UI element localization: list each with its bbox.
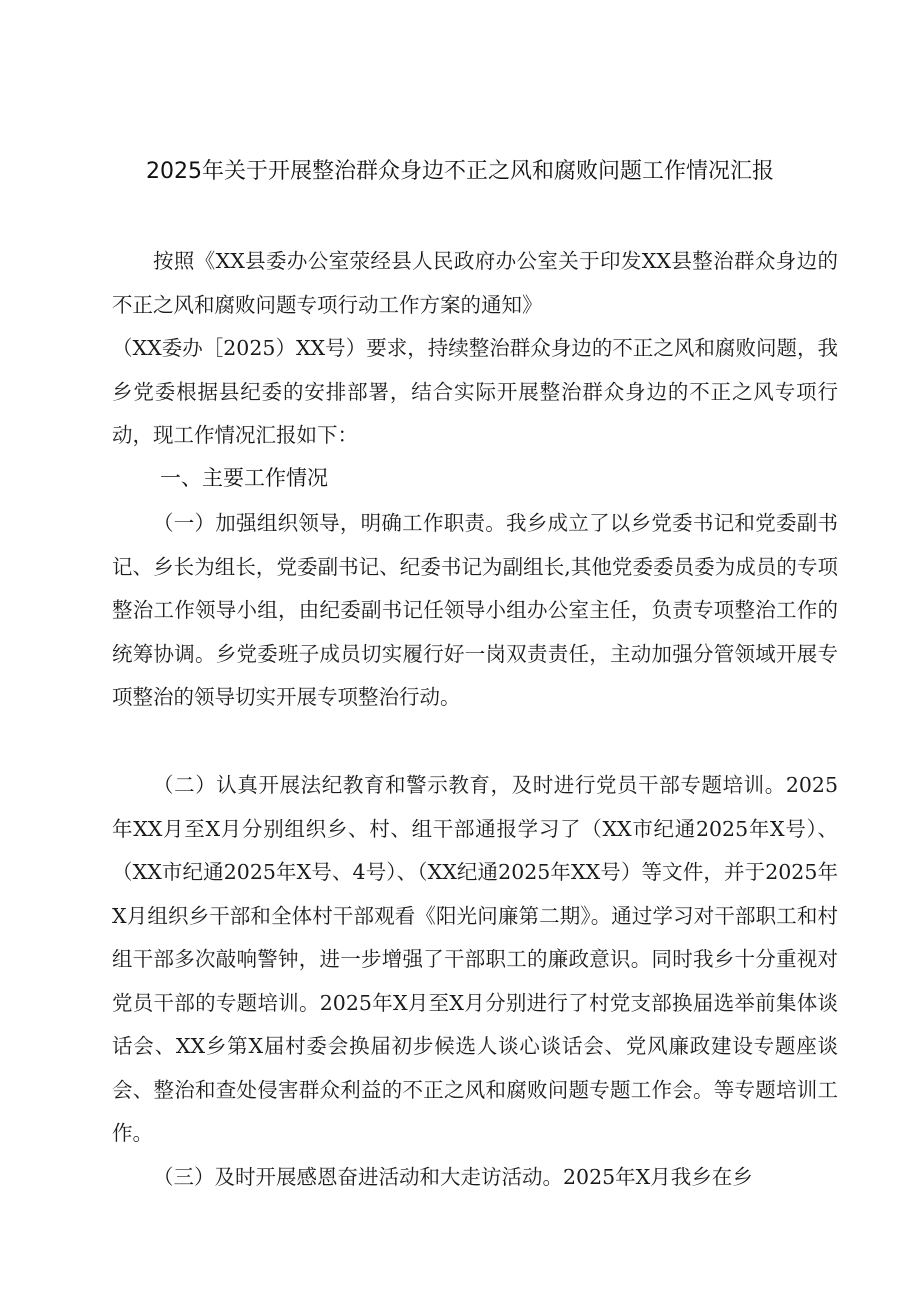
paragraph-organization: （一）加强组织领导，明确工作职责。我乡成立了以乡党委书记和党委副书记、乡长为组长，党委副书记、纪委书记为副组长,其他党委委员委为成员的专项整治工作领导小组，由纪委副书记任领导小组办公室主任，负责专项整治工作的统筹协调。乡党委班子成员切实履行好一岗双责责任，主动加强分管领域开展专项整治的领导切实开展专项整治行动。 (112, 511, 838, 709)
paragraph-intro: 按照《XX县委办公室荥经县人民政府办公室关于印发XX县整治群众身边的不正之风和腐败问题专项行动工作方案的通知》 (112, 249, 838, 317)
paragraph-activities: （三）及时开展感恩奋进活动和大走访活动。2025年X月我乡在乡 (153, 1165, 753, 1189)
document-title: 2025年关于开展整治群众身边不正之风和腐败问题工作情况汇报 (146, 159, 774, 184)
paragraph-education: （二）认真开展法纪教育和警示教育，及时进行党员干部专题培训。2025年XX月至X月分别组织乡、村、组干部通报学习了（XX市纪通2025年X号）、（XX市纪通2025年X号、4号）、（XX纪通2025年XX号）等文件，并于2025年X月组织乡干部和全体村干部观看《阳光问廉第二期》。通过学习对干部职工和村组干部多次敲响警钟，进一步增强了干部职工的廉政意识。同时我乡十分重视对党员干部的专题培训。2025年X月至X月分别进行了村党支部换届选举前集体谈话会、XX乡第X届村委会换届初步候选人谈心谈话会、党风廉政建设专题座谈会、整治和查处侵害群众利益的不正之风和腐败问题专题工作会。等专题培训工作。 (112, 773, 838, 1145)
paragraph-requirements: （XX委办［2025）XX号）要求，持续整治群众身边的不正之风和腐败问题，我乡党委根据县纪委的安排部署，结合实际开展整治群众身边的不正之风专项行动，现工作情况汇报如下： (112, 336, 838, 447)
section-heading-main-work: 一、主要工作情况 (160, 466, 328, 490)
